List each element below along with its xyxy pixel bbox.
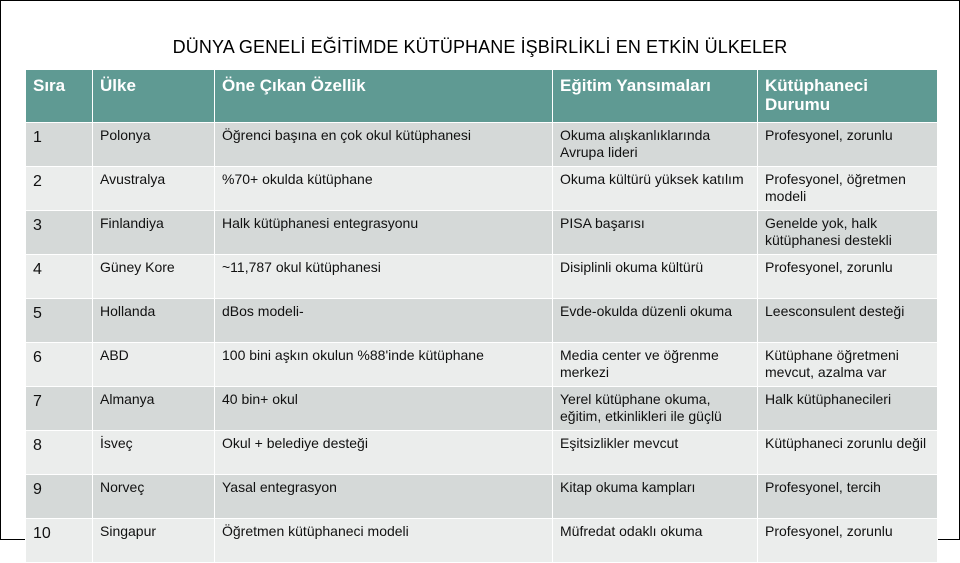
cell-country: Polonya: [93, 123, 215, 167]
cell-rank: 5: [26, 299, 93, 343]
header-librarian: Kütüphaneci Durumu: [758, 70, 938, 123]
cell-rank: 6: [26, 343, 93, 387]
cell-rank: 3: [26, 211, 93, 255]
cell-librarian: Profesyonel, zorunlu: [758, 519, 938, 563]
table-row: [26, 431, 938, 475]
table-header-row: [26, 70, 938, 123]
cell-education: Eşitsizlikler mevcut: [553, 431, 758, 475]
table-row: [26, 167, 938, 211]
cell-country: ABD: [93, 343, 215, 387]
table-row: [26, 387, 938, 431]
cell-feature: ~11,787 okul kütüphanesi: [215, 255, 553, 299]
cell-rank: 1: [26, 123, 93, 167]
cell-rank: 7: [26, 387, 93, 431]
cell-feature: Yasal entegrasyon: [215, 475, 553, 519]
cell-librarian: Kütüphaneci zorunlu değil: [758, 431, 938, 475]
cell-rank: 4: [26, 255, 93, 299]
table-row: [26, 343, 938, 387]
cell-librarian: Profesyonel, tercih: [758, 475, 938, 519]
header-rank: Sıra: [26, 70, 93, 123]
table-row: [26, 211, 938, 255]
cell-feature: Halk kütüphanesi entegrasyonu: [215, 211, 553, 255]
cell-feature: %70+ okulda kütüphane: [215, 167, 553, 211]
cell-feature: Öğrenci başına en çok okul kütüphanesi: [215, 123, 553, 167]
cell-feature: 40 bin+ okul: [215, 387, 553, 431]
header-feature: Öne Çıkan Özellik: [215, 70, 553, 123]
cell-feature: Öğretmen kütüphaneci modeli: [215, 519, 553, 563]
cell-education: Okuma kültürü yüksek katılım: [553, 167, 758, 211]
cell-librarian: Halk kütüphanecileri: [758, 387, 938, 431]
cell-librarian: Profesyonel, zorunlu: [758, 123, 938, 167]
table-row: [26, 123, 938, 167]
cell-rank: 8: [26, 431, 93, 475]
cell-rank: 9: [26, 475, 93, 519]
cell-country: Singapur: [93, 519, 215, 563]
cell-feature: Okul + belediye desteği: [215, 431, 553, 475]
countries-table: [25, 69, 938, 563]
cell-country: Norveç: [93, 475, 215, 519]
header-education: Eğitim Yansımaları: [553, 70, 758, 123]
cell-education: Okuma alışkanlıklarında Avrupa lideri: [553, 123, 758, 167]
cell-country: Güney Kore: [93, 255, 215, 299]
cell-education: PISA başarısı: [553, 211, 758, 255]
table-row: [26, 299, 938, 343]
cell-education: Evde-okulda düzenli okuma: [553, 299, 758, 343]
cell-country: Finlandiya: [93, 211, 215, 255]
cell-education: Müfredat odaklı okuma: [553, 519, 758, 563]
cell-education: Kitap okuma kampları: [553, 475, 758, 519]
table-row: [26, 255, 938, 299]
cell-librarian: Leesconsulent desteği: [758, 299, 938, 343]
cell-feature: 100 bini aşkın okulun %88'inde kütüphane: [215, 343, 553, 387]
cell-rank: 10: [26, 519, 93, 563]
cell-education: Disiplinli okuma kültürü: [553, 255, 758, 299]
cell-rank: 2: [26, 167, 93, 211]
cell-librarian: Genelde yok, halk kütüphanesi destekli: [758, 211, 938, 255]
cell-librarian: Kütüphane öğretmeni mevcut, azalma var: [758, 343, 938, 387]
cell-country: Almanya: [93, 387, 215, 431]
cell-education: Media center ve öğrenme merkezi: [553, 343, 758, 387]
cell-feature: dBos modeli-: [215, 299, 553, 343]
slide-title: DÜNYA GENELİ EĞİTİMDE KÜTÜPHANE İŞBİRLİKLİ EN ETKİN ÜLKELER: [172, 37, 788, 57]
cell-country: Hollanda: [93, 299, 215, 343]
cell-country: Avustralya: [93, 167, 215, 211]
table-row: [26, 475, 938, 519]
cell-librarian: Profesyonel, öğretmen modeli: [758, 167, 938, 211]
cell-country: İsveç: [93, 431, 215, 475]
cell-education: Yerel kütüphane okuma, eğitim, etkinlikleri ile güçlü: [553, 387, 758, 431]
table-row: [26, 519, 938, 563]
header-country: Ülke: [93, 70, 215, 123]
cell-librarian: Profesyonel, zorunlu: [758, 255, 938, 299]
